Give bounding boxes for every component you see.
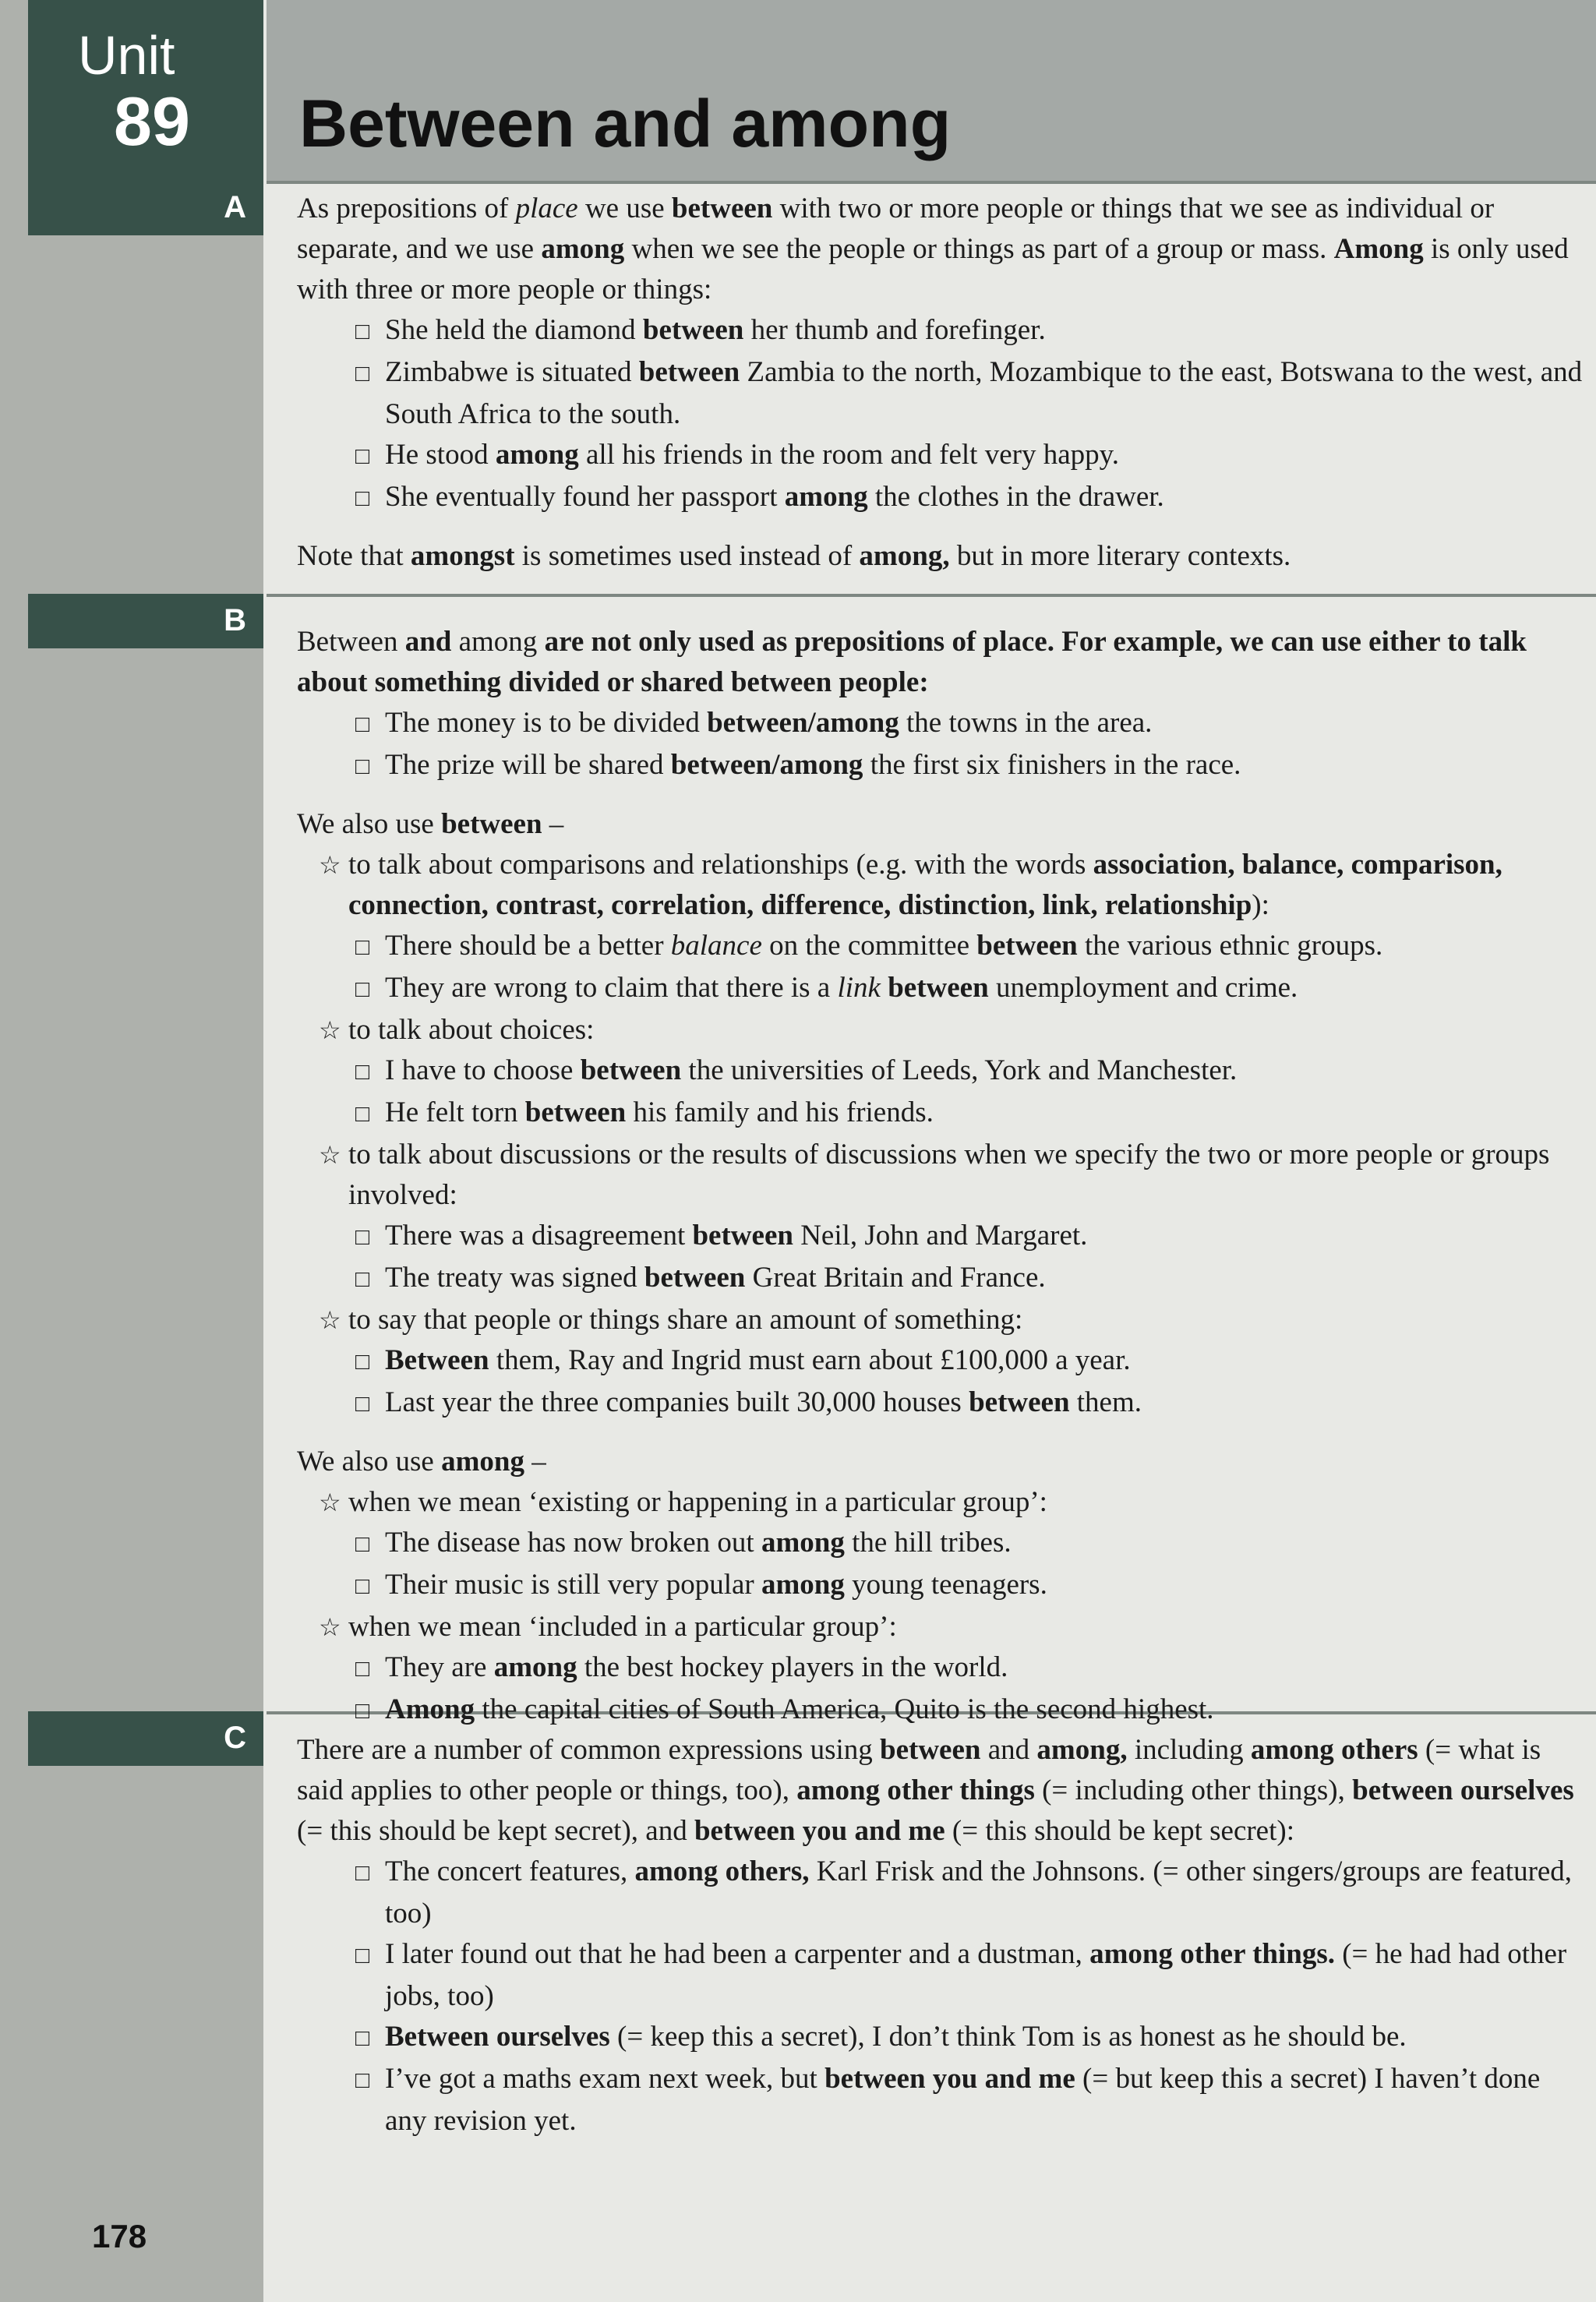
- emphasized-term: among others: [1250, 1734, 1418, 1766]
- emphasized-term: between: [644, 1262, 746, 1294]
- emphasized-term: link: [837, 972, 881, 1004]
- example-sentence: □ Last year the three companies built 30,000 houses between them.: [297, 1382, 1583, 1425]
- emphasized-term: between you and me: [824, 2063, 1075, 2095]
- section-b-intro: Between and among are not only used as prepositions of place. For example, we can use either to talk about something divided or shared between people:: [297, 626, 1527, 698]
- emphasized-term: between: [692, 1220, 793, 1252]
- example-sentence: □ She held the diamond between her thumb and forefinger.: [297, 310, 1583, 352]
- emphasized-term: between: [976, 930, 1078, 962]
- section-a-letter: A: [224, 190, 246, 224]
- section-a-note: Note that amongst is sometimes used instead of among, but in more literary contexts.: [297, 540, 1291, 572]
- emphasized-term: among: [761, 1569, 845, 1601]
- emphasized-term: association, balance, comparison, connection, contrast, correlation, difference, distinction, link, relationship: [348, 849, 1502, 921]
- emphasized-term: between you and me: [694, 1815, 945, 1847]
- example-sentence: □ The prize will be shared between/among the first six finishers in the race.: [297, 745, 1583, 787]
- example-sentence: □ He felt torn between his family and his friends.: [297, 1093, 1583, 1135]
- emphasized-term: between: [969, 1386, 1070, 1418]
- emphasized-term: among: [784, 481, 868, 513]
- section-a-tab: [28, 181, 263, 235]
- emphasized-term: Among: [1333, 233, 1424, 265]
- page-number: 178: [92, 2218, 147, 2254]
- example-sentence: □ The concert features, among others, Karl Frisk and the Johnsons. (= other singers/groups are featured, too): [297, 1852, 1583, 1934]
- usage-point: ☆ to talk about comparisons and relationships (e.g. with the words association, balance, comparison, connection, contrast, correlation, difference, distinction, link, relationship):: [297, 845, 1583, 926]
- usage-point: ☆ to talk about discussions or the results of discussions when we specify the two or more people or groups involved:: [297, 1135, 1583, 1216]
- emphasized-term: Between: [385, 1344, 489, 1376]
- section-b-letter: B: [224, 603, 246, 637]
- section-a: [297, 184, 1583, 597]
- emphasized-term: are not only used as prepositions of place. For example, we can use either to talk about something divided or shared between people:: [297, 626, 1527, 698]
- example-sentence: □ Among the capital cities of South America, Quito is the second highest.: [297, 1689, 1583, 1732]
- section-b: [297, 597, 1583, 1725]
- example-sentence: □ The money is to be divided between/among the towns in the area.: [297, 703, 1583, 745]
- emphasized-term: between: [642, 314, 744, 346]
- emphasized-term: among others,: [634, 1855, 810, 1887]
- emphasized-term: among other things: [796, 1774, 1035, 1806]
- emphasized-term: between: [880, 1734, 981, 1766]
- emphasized-term: among: [493, 1651, 577, 1683]
- example-sentence: □ I later found out that he had been a carpenter and a dustman, among other things. (= he had had other jobs, too): [297, 1934, 1583, 2017]
- example-sentence: □ I’ve got a maths exam next week, but between you and me (= but keep this a secret) I haven’t done any revision yet.: [297, 2059, 1583, 2141]
- emphasized-term: between: [888, 972, 989, 1004]
- example-sentence: □ Zimbabwe is situated between Zambia to the north, Mozambique to the east, Botswana to the west, and South Africa to the south.: [297, 352, 1583, 435]
- section-c: [297, 1713, 1583, 2141]
- emphasized-term: amongst: [410, 540, 515, 572]
- emphasized-term: place: [515, 192, 578, 224]
- unit-word: Unit: [78, 25, 175, 86]
- section-c-tab: [28, 1711, 263, 1766]
- usage-point: ☆ to say that people or things share an amount of something:: [297, 1300, 1583, 1340]
- section-b-tab: [28, 594, 263, 648]
- emphasized-term: among other things.: [1089, 1938, 1335, 1970]
- emphasized-term: between: [441, 808, 542, 840]
- emphasized-term: between ourselves: [1352, 1774, 1574, 1806]
- emphasized-term: between/among: [707, 707, 899, 739]
- emphasized-term: Among: [385, 1693, 475, 1725]
- example-sentence: □ They are wrong to claim that there is a link between unemployment and crime.: [297, 968, 1583, 1010]
- page-title: Between and among: [299, 87, 952, 161]
- example-sentence: □ Their music is still very popular among young teenagers.: [297, 1565, 1583, 1607]
- example-sentence: □ I have to choose between the universities of Leeds, York and Manchester.: [297, 1050, 1583, 1093]
- emphasized-term: Between ourselves: [385, 2021, 610, 2053]
- section-c-intro: There are a number of common expressions using between and among, including among others (= what is said applies to other people or things, too), among other things (= including other things), between ourselves (= this should be kept secret), and between you and me (= this should be kept secret):: [297, 1734, 1574, 1847]
- usage-point: ☆ when we mean ‘existing or happening in a particular group’:: [297, 1482, 1583, 1523]
- example-sentence: □ The disease has now broken out among the hill tribes.: [297, 1523, 1583, 1565]
- emphasized-term: and: [397, 626, 459, 658]
- example-sentence: □ There was a disagreement between Neil, John and Margaret.: [297, 1216, 1583, 1258]
- example-sentence: □ The treaty was signed between Great Britain and France.: [297, 1258, 1583, 1300]
- unit-number: 89: [114, 83, 190, 160]
- usage-point: ☆ to talk about choices:: [297, 1010, 1583, 1050]
- emphasized-term: among: [495, 439, 579, 471]
- emphasized-term: between: [638, 356, 740, 388]
- among-uses-heading: We also use among –: [297, 1446, 546, 1478]
- example-sentence: □ They are among the best hockey players in the world.: [297, 1647, 1583, 1689]
- example-sentence: □ Between them, Ray and Ingrid must earn about £100,000 a year.: [297, 1340, 1583, 1382]
- emphasized-term: among,: [1036, 1734, 1128, 1766]
- emphasized-term: among: [441, 1446, 524, 1478]
- emphasized-term: between: [524, 1096, 627, 1128]
- emphasized-term: among,: [859, 540, 950, 572]
- example-sentence: □ She eventually found her passport among the clothes in the drawer.: [297, 477, 1583, 519]
- left-sidebar-band: [0, 0, 263, 2302]
- emphasized-term: between: [580, 1054, 682, 1086]
- emphasized-term: among: [541, 233, 625, 265]
- emphasized-term: among: [761, 1527, 845, 1559]
- unit-content: [297, 184, 1583, 2141]
- example-sentence: □ There should be a better balance on the committee between the various ethnic groups.: [297, 926, 1583, 968]
- emphasized-term: balance: [670, 930, 762, 962]
- example-sentence: □ He stood among all his friends in the room and felt very happy.: [297, 435, 1583, 477]
- emphasized-term: between: [671, 192, 773, 224]
- example-sentence: □ Between ourselves (= keep this a secret), I don’t think Tom is as honest as he should be.: [297, 2017, 1583, 2059]
- between-uses-heading: We also use between –: [297, 808, 564, 840]
- section-a-intro: As prepositions of place we use between with two or more people or things that we see as individual or separate, and we use among when we see the people or things as part of a group or mass. Among is only used with three or more people or things:: [297, 192, 1569, 305]
- usage-point: ☆ when we mean ‘included in a particular group’:: [297, 1607, 1583, 1647]
- section-c-letter: C: [224, 1721, 246, 1755]
- emphasized-term: between/among: [670, 749, 863, 781]
